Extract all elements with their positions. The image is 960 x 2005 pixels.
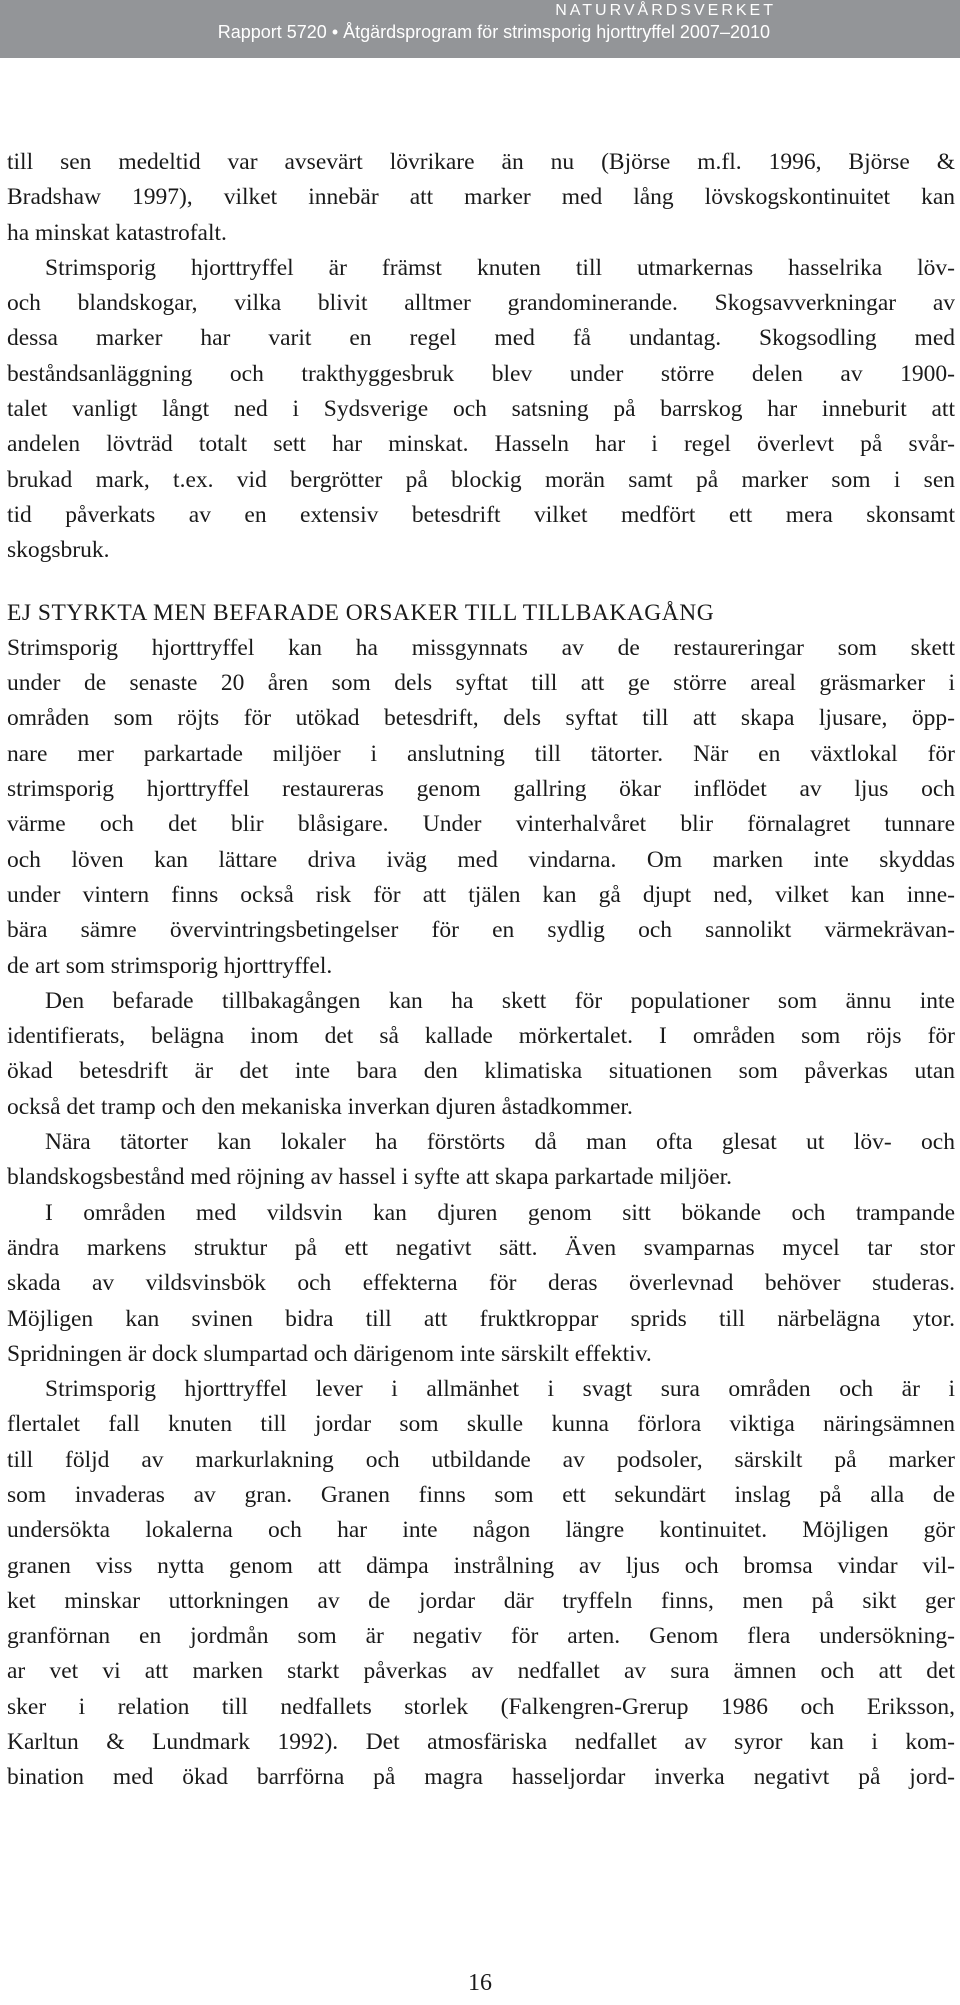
text-line: ökad betesdrift är det inte bara den klimatiska situationen som påverkas utan <box>7 1058 955 1085</box>
text-line: strimsporig hjorttryffel restaureras genom gallring ökar inflödet av ljus och <box>7 776 955 803</box>
text-line: ha minskat katastrofalt. <box>7 219 227 246</box>
text-line: flertalet fall knuten till jordar som skulle kunna förlora viktiga näringsämnen <box>7 1411 955 1438</box>
text-line: värme och det blir blåsigare. Under vinterhalvåret blir förnalagret tunnare <box>7 811 955 838</box>
text-line: sker i relation till nedfallets storlek (Falkengren-Grerup 1986 och Eriksson, <box>7 1693 955 1720</box>
report-header <box>0 0 960 58</box>
soil-paragraph <box>7 1372 955 1796</box>
urban-paragraph <box>7 1125 955 1196</box>
page-number: 16 <box>468 1970 492 1996</box>
section-heading: EJ STYRKTA MEN BEFARADE ORSAKER TILL TILLBAKAGÅNG <box>7 599 715 626</box>
text-line: också det tramp och den mekaniska inverkan djuren åstadkommer. <box>7 1093 633 1120</box>
text-line: under vintern finns också risk för att tjälen kan gå djupt ned, vilket kan inne- <box>7 881 955 908</box>
text-line: blandskogsbestånd med röjning av hassel i syfte att skapa parkartade miljöer. <box>7 1164 733 1191</box>
text-line: under de senaste 20 åren som dels syftat till att ge större areal gräsmarker i <box>7 670 955 697</box>
text-line: Strimsporig hjorttryffel lever i allmänhet i svagt sura områden och är i <box>45 1376 955 1403</box>
text-line: I områden med vildsvin kan djuren genom sitt bökande och trampande <box>45 1199 955 1226</box>
text-line: skogsbruk. <box>7 537 110 564</box>
text-line: Den befarade tillbakagången kan ha skett för populationer som ännu inte <box>45 987 955 1014</box>
text-line: Karltun & Lundmark 1992). Det atmosfäriska nedfallet av syror kan i kom- <box>7 1729 955 1756</box>
organization-name: NATURVÅRDSVERKET <box>555 2 776 19</box>
text-line: till sen medeltid var avsevärt lövrikare än nu (Björse m.fl. 1996, Björse & <box>7 149 955 175</box>
report-title: Rapport 5720 • Åtgärdsprogram för strimsporig hjorttryffel 2007–2010 <box>217 22 770 42</box>
text-line: ändra markens struktur på ett negativt sätt. Även svamparnas mycel tar stor <box>7 1234 955 1261</box>
text-line: Strimsporig hjorttryffel är främst knuten till utmarkernas hasselrika löv- <box>45 254 955 281</box>
text-line: undersökta lokalerna och har inte någon längre kontinuitet. Möjligen gör <box>7 1517 955 1544</box>
text-line: ar vet vi att marken starkt påverkas av nedfallet av sura ämnen och att det <box>7 1658 955 1685</box>
text-line: ket minskar uttorkningen av de jordar där tryffeln finns, men på sikt ger <box>7 1587 955 1614</box>
text-line: till följd av markurlakning och utbildande av podsoler, särskilt på marker <box>7 1446 955 1473</box>
text-line: talet vanligt långt ned i Sydsverige och satsning på barrskog har inneburit att <box>7 396 955 423</box>
text-line: granförnan en jordmån som är negativ för arten. Genom flera undersökning- <box>7 1623 955 1650</box>
intro-paragraph <box>7 145 955 251</box>
text-line: tid påverkats av en extensiv betesdrift vilket medfört ett mera skonsamt <box>7 501 955 528</box>
text-line: och blandskogar, vilka blivit alltmer grandominerande. Skogsavverkningar av <box>7 290 955 317</box>
text-line: skada av vildsvinsbök och effekterna för deras överlevnad behöver studeras. <box>7 1270 955 1297</box>
text-line: Bradshaw 1997), vilket innebär att marker med lång lövskogskontinuitet kan <box>7 184 955 211</box>
text-line: bära sämre övervintringsbetingelser för en sydlig och sannolikt värmekrävan- <box>7 917 955 944</box>
text-line: områden som röjts för utökad betesdrift, dels syftat till att skapa ljusare, öpp- <box>7 705 955 732</box>
wild-boar-paragraph <box>7 1196 955 1372</box>
page-content <box>7 145 955 1796</box>
text-line: de art som strimsporig hjorttryffel. <box>7 952 333 979</box>
text-line: Möjligen kan svinen bidra till att fruktkroppar sprids till närbelägna ytor. <box>7 1305 955 1332</box>
hjorttryffel-paragraph <box>7 251 955 569</box>
text-line: nare mer parkartade miljöer i anslutning till tätorter. När en växtlokal för <box>7 740 955 767</box>
text-line: och löven kan lättare driva iväg med vindarna. Om marken inte skyddas <box>7 846 955 873</box>
text-line: Spridningen är dock slumpartad och därigenom inte särskilt effektiv. <box>7 1340 652 1367</box>
text-line: Strimsporig hjorttryffel kan ha missgynnats av de restaureringar som skett <box>7 634 955 661</box>
text-line: som invaderas av gran. Granen finns som ett sekundärt inslag på alla de <box>7 1481 955 1508</box>
text-line: andelen lövträd totalt sett har minskat. Hasseln har i regel överlevt på svår- <box>7 431 955 458</box>
text-line: granen viss nytta genom att dämpa instrålning av ljus och bromsa vindar vil- <box>7 1552 955 1579</box>
text-line: brukad mark, t.ex. vid bergrötter på blockig morän samt på marker som i sen <box>7 466 955 493</box>
text-line: dessa marker har varit en regel med få undantag. Skogsodling med <box>7 325 955 352</box>
restoration-paragraph <box>7 631 955 984</box>
decline-paragraph <box>7 984 955 1125</box>
text-line: identifierats, belägna inom det så kallade mörkertalet. I områden som röjs för <box>7 1023 955 1050</box>
text-line: beståndsanläggning och trakthyggesbruk blev under större delen av 1900- <box>7 360 955 387</box>
text-line: Nära tätorter kan lokaler ha förstörts då man ofta glesat ut löv- och <box>45 1129 955 1156</box>
text-line: bination med ökad barrförna på magra hasseljordar inverka negativt på jord- <box>7 1764 955 1791</box>
